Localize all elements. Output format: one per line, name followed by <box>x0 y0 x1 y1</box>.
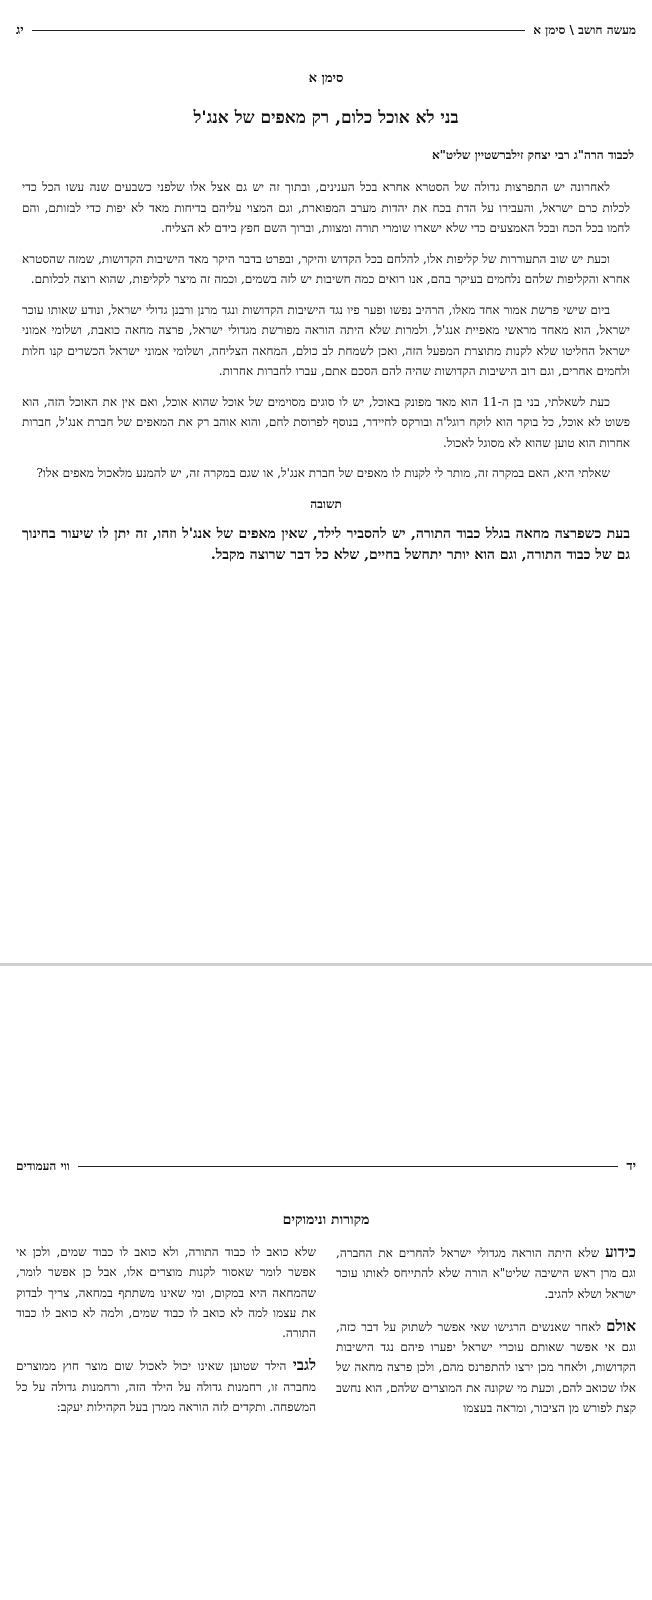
running-title: ווי העמודים <box>16 1158 70 1173</box>
sources-columns <box>16 1242 636 1594</box>
lead-word: כידוע <box>605 1243 636 1261</box>
page-header-bottom <box>16 1158 636 1174</box>
sources-heading: מקורות ונימוקים <box>282 1212 370 1228</box>
source-text: לאחר שאנשים הרגישו שאי אפשר לשתוק על דבר כזה, וגם אי אפשר שאותם עוכרי ישראל יפערו פיהם נגד הישיבות הקדושות, ולאחר מכן ירצו להתפרנס מהם, ולכן פרצה מחאה של אלו שכואב להם, וכעת מי שקונה את המוצרים שלהם, הוא נחשב קצת לפורש מן הציבור, ומראה בעצמו <box>336 1319 636 1416</box>
answer-text: בעת כשפרצה מחאה בגלל כבוד התורה, יש להסביר לילד, שאין מאפים של אנג'ל וזהו, זה יתן לו שיעור בחינוך גם של כבוד התורה, וגם הוא יותר יתחשל בחיים, שלא כל דבר שרוצה מקבל. <box>22 526 630 563</box>
paragraph: ביום שישי פרשת אמור אחד מאלו, הרהיב נפשו ופער פיו נגד הישיבות הקדושות ונגד מרנן ורבנן גדולי ישראל, ונודע שאותו עוכר ישראל, הוא מאחד מראשי מאפיית אנג'ל, ולמרות שלא היתה הוראה מפורשת מגדולי ישראל, פרצה מחאה כואבת, ושלומי אמוני ישראל החליטו שלא לקנות מתוצרת המפעל הזה, ואכן לשמחת לב כולם, המחאה הצליחה, ושלומי אמוני ישראל הכשרים קנו חלות ולחמים אחרים, וגם רוב הישיבות הקדושות שהיה להם הסכם אתם, עברו לחברות אחרות. <box>22 302 630 378</box>
paragraph: לאחרונה יש התפרצות גדולה של הסטרא אחרא בכל הענינים, ובתוך זה יש גם אצל אלו שלפני כשבעים שנה עשו הכל כדי לכלות כרם ישראל, והעבירו על הדת בכח את יהדות מערב המפוארת, וגם המצוי עליהם בדיחות מאד לא יפות כדי לבזותם, והם לחמו בכל הכח ובכל האמצעים כדי שלא ישארו שומרי תורה ומצוות, וברוך השם חפץ בידם לא הצליח. <box>22 180 630 235</box>
header-rule <box>32 30 526 31</box>
source-text: שלא היתה הוראה מגדולי ישראל להחרים את החברה, וגם מרן ראש הישיבה שליט"א הורה שלא להתייחס לאותו עוכר ישראל ושלא להגיב. <box>336 1246 636 1301</box>
source-paragraph <box>336 1242 636 1304</box>
paragraph: כעת לשאלתי, בני בן ה-11 הוא מאד מפונק באוכל, יש לו סוגים מסוימים של אוכל שהוא אוכל, ואם אין את האוכל הזה, הוא פשוט לא אוכל, כל בוקר הוא לוקח רוגל'ה ובורקס לחיידר, בנוסף לפרוסת לחם, והוא אוהב רק את המאפים של חברת אנג'ל, חברות אחרות הוא טוען שהוא לא מסוגל לאכול. <box>22 394 630 450</box>
question-title: בני לא אוכל כלום, רק מאפים של אנג'ל <box>193 108 459 128</box>
column-left <box>16 1242 316 1594</box>
page-header-top <box>16 22 636 38</box>
lead-word: אולם <box>606 1316 636 1335</box>
dedication-line: לכבוד הרה"ג רבי יצחק זילברשטיין שליט"א <box>431 148 634 162</box>
question-body <box>22 177 630 576</box>
source-paragraph <box>16 1355 316 1417</box>
lead-word: לגבי <box>292 1356 316 1375</box>
column-right <box>336 1242 636 1594</box>
page-number: יד <box>626 1159 636 1174</box>
running-title: מעשה חושב \ סימן א <box>533 22 636 37</box>
header-rule <box>78 1166 619 1167</box>
siman-heading: סימן א <box>308 71 344 86</box>
page-number: יג <box>16 23 24 38</box>
paragraph: שאלתי היא, האם במקרה זה, מותר לי לקנות לו מאפים של חברת אנג'ל, או שגם במקרה זה, יש להמנע מלאכול מאפים אלו? <box>36 466 610 480</box>
source-text: הילד שטוען שאינו יכול לאכול שום מוצר חוץ ממוצרים מחברה זו, רחמנות גדולה על הילד הזה, ורחמנות גדולה על כל המשפחה. ותקדים לזה הוראה ממרן בעל הקהילות יעקב: <box>16 1359 316 1415</box>
source-paragraph <box>336 1316 636 1418</box>
paragraph: וכעת יש שוב התעוררות של קליפות אלו, להלחם בכל הקדוש והיקר, ובפרט בדבר היקר מאד הישיבות הקדושות, שמזה שהסטרא אחרא והקליפות שלהם נלחמים בעיקר בהם, אנו רואים כמה חשיבות יש לזה בשמים, וכמה זה מיצר לקליפות, שהוא רוצה לכלותם. <box>22 251 630 286</box>
source-text: שלא כואב לו כבוד התורה, ולא כואב לו כבוד שמים, ולכן אי אפשר לומר שאסור לקנות מוצרים אלו, אבל כן אפשר לומר, שהמחאה היא במקום, ומי שאינו משתתף במחאה, צריך לבדוק את עצמו למה לא כואב לו כבוד שמים, ולמה לא כואב לו כבוד התורה. <box>16 1245 316 1341</box>
teshuva-heading: תשובה <box>310 496 342 511</box>
source-paragraph <box>16 1242 316 1343</box>
page-divider <box>0 963 652 966</box>
